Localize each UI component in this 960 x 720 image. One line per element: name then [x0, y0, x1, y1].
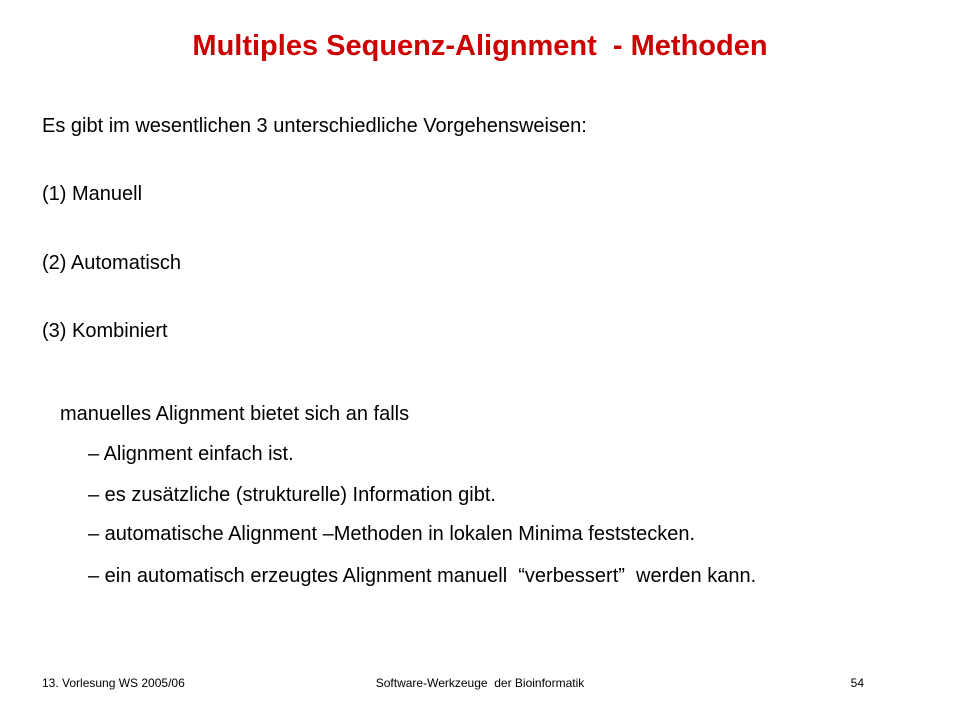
- reason-item: – automatische Alignment –Methoden in lokalen Minima feststecken.: [88, 523, 696, 545]
- manual-alignment-heading: manuelles Alignment bietet sich an falls: [60, 403, 410, 425]
- reason-item: – Alignment einfach ist.: [88, 443, 294, 465]
- intro-text: Es gibt im wesentlichen 3 unterschiedliche Vorgehensweisen:: [42, 115, 587, 137]
- method-combined: (3) Kombiniert: [42, 320, 168, 342]
- footer-lecture: 13. Vorlesung WS 2005/06: [42, 676, 185, 690]
- footer-page-number: 54: [850, 676, 864, 690]
- slide-title: Multiples Sequenz-Alignment - Methoden: [192, 30, 768, 62]
- footer-course: Software-Werkzeuge der Bioinformatik: [375, 676, 585, 690]
- reason-item: – es zusätzliche (strukturelle) Information gibt.: [88, 484, 496, 506]
- method-automatic: (2) Automatisch: [42, 252, 181, 274]
- method-manual: (1) Manuell: [42, 183, 143, 205]
- reason-item: – ein automatisch erzeugtes Alignment manuell “verbessert” werden kann.: [88, 565, 757, 587]
